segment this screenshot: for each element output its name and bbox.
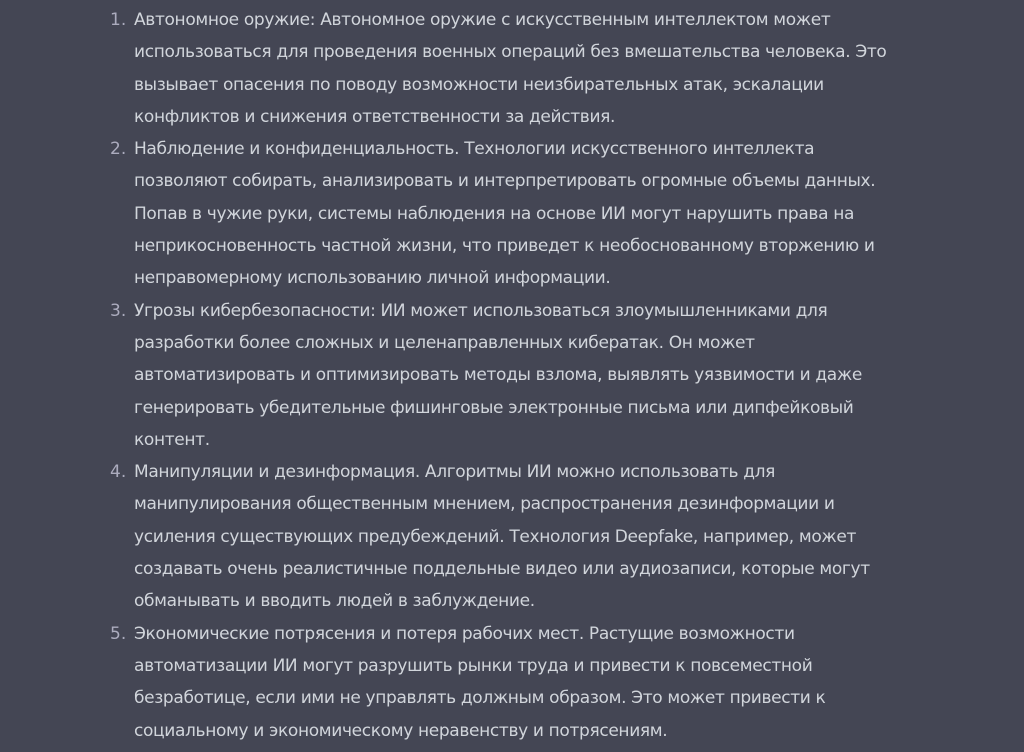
list-item-number: 1.: [110, 10, 127, 30]
list-item-number: 4.: [110, 462, 127, 483]
list-item-text: Наблюдение и конфиденциальность. Технологии искусственного интеллекта позволяют собирать, анализировать и интерпретировать огромные объемы данных. Попав в чужие руки, системы наблюдения на основе ИИ могут нарушить права на неприкосновенность частной жизни, что приведет к необоснованному вторжению и неправомерному использованию личной информации.: [134, 139, 876, 289]
list-item-text: Манипуляции и дезинформация. Алгоритмы ИИ можно использовать для манипулирования общественным мнением, распространения дезинформации и усиления существующих предубеждений. Технология Deepfake, например, может создавать очень реалистичные поддельные видео или аудиозаписи, которые могут обманывать и вводить людей в заблуждение.: [134, 462, 870, 612]
list-item-text: Угрозы кибербезопасности: ИИ может использоваться злоумышленниками для разработки более сложных и целенаправленных кибератак. Он может автоматизировать и оптимизировать методы взлома, выявлять уязвимости и даже генерировать убедительные фишинговые электронные письма или дипфейковый контент.: [134, 300, 862, 450]
list-item-number: 2.: [110, 139, 127, 160]
list-item-number: 5.: [110, 623, 127, 644]
list-item-number: 3.: [110, 300, 127, 321]
numbered-list: [0, 4, 1024, 747]
list-item: [0, 456, 1024, 617]
list-item: [0, 295, 1024, 456]
list-item: [0, 618, 1024, 747]
list-item-text: Автономное оружие: Автономное оружие с искусственным интеллектом может использоваться для проведения военных операций без вмешательства человека. Это вызывает опасения по поводу возможности неизбирательных атак, эскалации конфликтов и снижения ответственности за действия.: [134, 10, 887, 127]
list-item: [0, 4, 1024, 133]
list-item: [0, 133, 1024, 294]
list-item-text: Экономические потрясения и потеря рабочих мест. Растущие возможности автоматизации ИИ могут разрушить рынки труда и привести к повсеместной безработице, если ими не управлять должным образом. Это может привести к социальному и экономическому неравенству и потрясениям.: [134, 623, 826, 741]
